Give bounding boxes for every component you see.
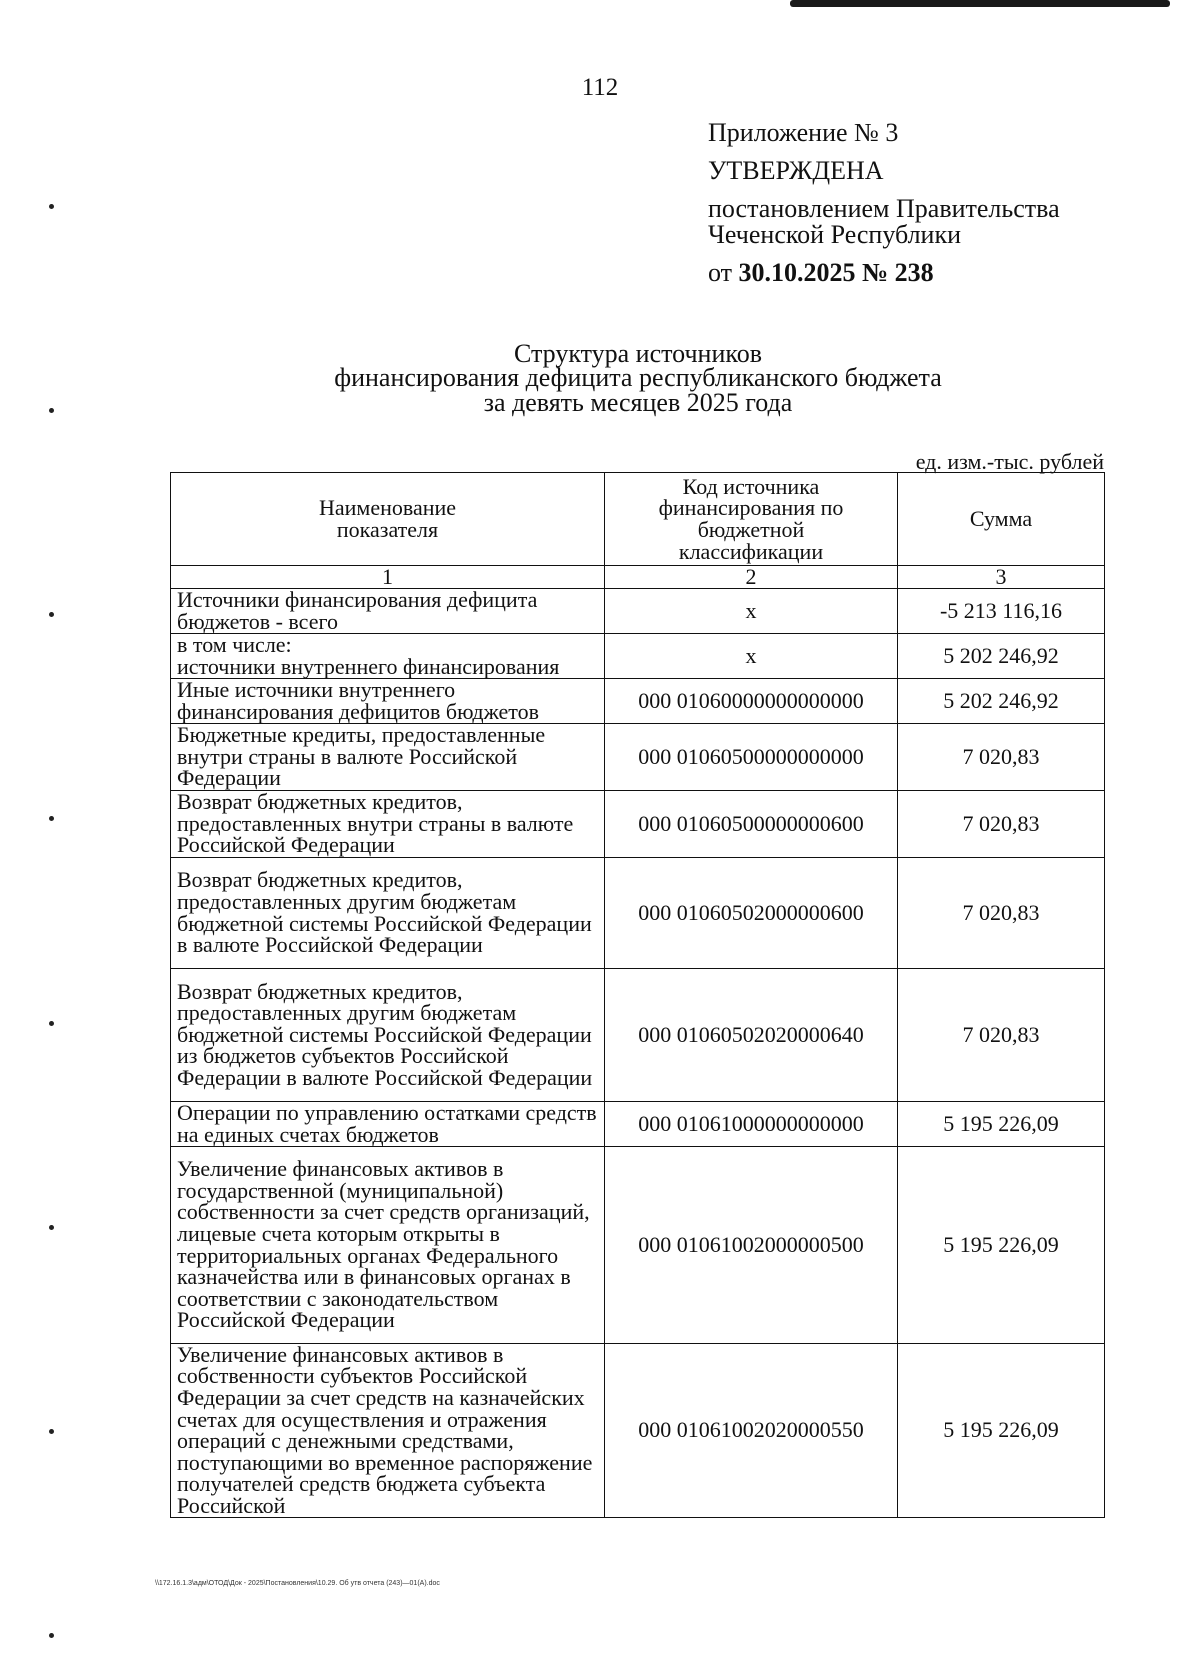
decree-line-1: постановлением Правительства	[708, 194, 1060, 223]
table-row	[171, 857, 1105, 968]
row-sum: 5 202 246,92	[898, 678, 1105, 723]
title-line-2: финансирования дефицита республиканского бюджета	[334, 363, 942, 393]
row-sum: 7 020,83	[898, 857, 1105, 968]
table-row	[171, 588, 1105, 633]
scan-dot	[49, 204, 54, 209]
row-name: Увеличение финансовых активов в государственной (муниципальной) собственности за счет средств организаций, лицевые счета которым открыты в территориальных органах Федерального казначейства или в финансовых органах в соответствии с законодательством Российской Федерации	[171, 1146, 605, 1343]
row-name: Источники финансирования дефицита бюджетов - всего	[171, 588, 605, 633]
document-title	[0, 339, 1200, 417]
row-name: Возврат бюджетных кредитов, предоставленных другим бюджетам бюджетной системы Российской Федерации из бюджетов субъектов Российской Федерации в валюте Российской Федерации	[171, 968, 605, 1101]
row-sum: 5 195 226,09	[898, 1101, 1105, 1146]
table-row	[171, 1101, 1105, 1146]
row-name: Возврат бюджетных кредитов, предоставленных другим бюджетам бюджетной системы Российской Федерации в валюте Российской Федерации	[171, 857, 605, 968]
appendix-label: Приложение № 3	[708, 118, 899, 147]
row-name: в том числе: источники внутреннего финансирования	[171, 633, 605, 678]
table-row	[171, 968, 1105, 1101]
header-name: Наименование показателя	[171, 473, 605, 566]
column-number: 3	[898, 566, 1105, 589]
decree-date	[708, 260, 1168, 286]
scan-dot	[49, 1021, 54, 1026]
scan-dot	[49, 612, 54, 617]
table-row	[171, 790, 1105, 857]
scan-dot	[49, 1429, 54, 1434]
table-row	[171, 1343, 1105, 1517]
row-name: Иные источники внутреннего финансирования дефицитов бюджетов	[171, 678, 605, 723]
row-sum: -5 213 116,16	[898, 588, 1105, 633]
title-line-1: Структура источников	[514, 339, 762, 368]
page-number: 112	[581, 74, 619, 101]
decree-line-2: Чеченской Республики	[708, 220, 962, 249]
top-scan-bar	[790, 0, 1170, 7]
table-row	[171, 1146, 1105, 1343]
header-code: Код источника финансирования по бюджетной классификации	[605, 473, 898, 566]
row-sum: 7 020,83	[898, 968, 1105, 1101]
table-row	[171, 723, 1105, 790]
row-code: 000 01060502020000640	[605, 968, 898, 1101]
row-code: 000 01060500000000600	[605, 790, 898, 857]
row-name: Бюджетные кредиты, предоставленные внутри страны в валюте Российской Федерации	[171, 723, 605, 790]
title-line-3: за девять месяцев 2025 года	[483, 387, 793, 417]
row-sum: 7 020,83	[898, 790, 1105, 857]
scan-dot	[49, 816, 54, 821]
header-sum: Сумма	[898, 473, 1105, 566]
scan-dot	[49, 1225, 54, 1230]
approval-block	[708, 120, 1168, 286]
table-header-row	[171, 473, 1105, 566]
row-code: х	[605, 588, 898, 633]
units-label: ед. изм.-тыс. рублей	[915, 449, 1104, 474]
sources-table	[170, 472, 1105, 1518]
row-code: х	[605, 633, 898, 678]
row-sum: 5 195 226,09	[898, 1146, 1105, 1343]
decree-date-prefix: от	[708, 258, 733, 287]
table-row	[171, 678, 1105, 723]
table-row	[171, 633, 1105, 678]
scan-dot	[49, 1633, 54, 1638]
row-sum: 5 195 226,09	[898, 1343, 1105, 1517]
approved-label: УТВЕРЖДЕНА	[708, 156, 884, 185]
row-code: 000 01060000000000000	[605, 678, 898, 723]
column-number: 1	[171, 566, 605, 589]
footer-file-path: \\172.16.1.3\адм\ОТОД\Док - 2025\Постановления\10.29. Об утв отчета (243)—01(А).doc	[155, 1580, 440, 1587]
row-sum: 7 020,83	[898, 723, 1105, 790]
row-sum: 5 202 246,92	[898, 633, 1105, 678]
row-code: 000 01061002000000500	[605, 1146, 898, 1343]
row-code: 000 01060500000000000	[605, 723, 898, 790]
row-name: Увеличение финансовых активов в собственности субъектов Российской Федерации за счет средств на казначейских счетах для осуществления и отражения операций с денежными средствами, поступающими во временное распоряжение получателей средств бюджета субъекта Российской	[171, 1343, 605, 1517]
column-number: 2	[605, 566, 898, 589]
row-name: Возврат бюджетных кредитов, предоставленных внутри страны в валюте Российской Федерации	[171, 790, 605, 857]
row-code: 000 01061002020000550	[605, 1343, 898, 1517]
row-code: 000 01060502000000600	[605, 857, 898, 968]
row-code: 000 01061000000000000	[605, 1101, 898, 1146]
column-number-row	[171, 566, 1105, 589]
decree-date-number: 30.10.2025 № 238	[738, 258, 934, 287]
row-name: Операции по управлению остатками средств на единых счетах бюджетов	[171, 1101, 605, 1146]
